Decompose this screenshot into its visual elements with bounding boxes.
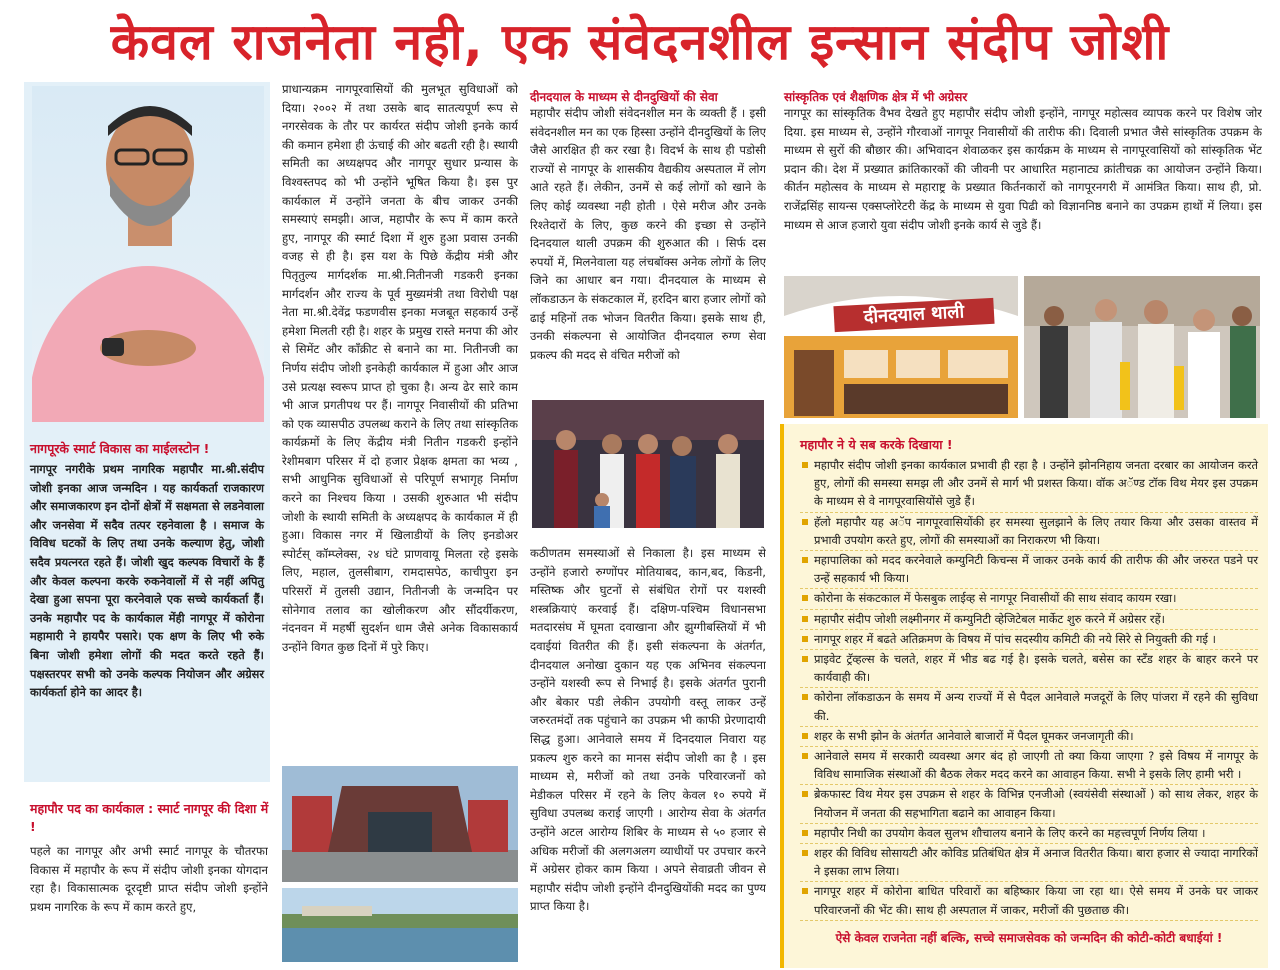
achievements-box: [780, 424, 1268, 968]
achievements-heading: महापौर ने ये सब करके दिखाया !: [800, 437, 953, 452]
column-four-text: नागपूर का सांस्कृतिक वैभव देखते हुए महापौर संदीप जोशी इन्होंने, नागपूर महोत्सव व्यापक करने पर विशेष जोर दिया. इस माध्यम से, उन्होंने गौरवाओं नागपूर निवासीयों की तारीफ की। दिवाली प्रभात जैसे सांस्कृतिक उपक्रम के माध्यम से सुरों की बौछार की। अभिवादन शेवाळकर इस कार्यक्रम के माध्यम से नागपूरवासियों को सांस्कृतिक भेंट प्रदान की। देश में प्रख्यात क्रांतिकारकों की जीवनी पर आधारित महानाट्य क्रांतीचक्र का आयोजन उन्होंने किया। कीर्तन महोत्सव के माध्यम से महाराष्ट्र के प्रख्यात किर्तनकारों को नागपूरनगरी में आमंत्रित किया। साथ ही, प्रो. राजेंद्रसिंह सायन्स एक्सप्लोरेटरी केंद्र के माध्यम से युवा पिढी को विज्ञाननिष्ठ बनाने का उपक्रम हाथों में लिया। इस माध्यम से आज हजारो युवा संदीप जोशी इनके कार्य से जुडे हैं।: [784, 106, 1262, 232]
column-one-caption: नागपूरके स्मार्ट विकास का माईलस्टोन !: [30, 441, 210, 456]
achievement-item: आनेवाले समय में सरकारी व्यवस्था अगर बंद हो जाएगी तो क्या किया जाएगा ? इसे विषय में नागपूर के विविध सामाजिक संस्थाओं की बैठक लेकर मदद करने का आवाहन किया. सभी ने इसके लिए हामी भरी ।: [800, 747, 1258, 785]
auditorium-photo: [282, 766, 518, 882]
achievement-item: महापौर संदीप जोशी लक्ष्मीनगर में कम्युनिटी व्हेजिटेबल मार्केट शुरु करने में अग्रेसर रहें।: [800, 610, 1258, 630]
achievement-item: महापौर निधी का उपयोग केवल सुलभ शौचालय बनाने के लिए करने का महत्त्वपूर्ण निर्णय लिया ।: [800, 824, 1258, 844]
column-three-text-bottom: कठीणतम समस्याओं से निकाला है। इस माध्यम से उन्होंने हजारो रुग्णोंपर मोतियाबद, कान,बद, किडनी, मस्तिष्क और घुटनों से संबंधित रोगों पर यशस्वी शस्त्रक्रियाएं करवाई हैं। दक्षिण-पश्चिम विधानसभा मतदारसंघ में घूमता दवाखाना और झुग्गीबस्तियों में भी दवाईयां वितरीत की हैं। इसी संकल्पना के अंतर्गत, दीनदयाल अनोखा दुकान यह एक अभिनव संकल्पना उन्होंने यशस्वी रूप से निभाई है। इसके अंतर्गत पुरानी और बेकार पडी लेकीन उपयोगी वस्तू लाकर उन्हें जरुरतमंदों तक पहुंचाने का उपक्रम भी काफी प्रेरणादायी सिद्ध हुआ। आनेवाले समय में दिनदयाल निवारा यह प्रकल्प शुरु करने का मानस संदीप जोशी का है । इस माध्यम से, मरीजों को तथा उनके परिवारजनों को मेडीकल परिसर में रहने के लिए केवल १० रुपये में सुविधा उपलब्ध कराई जाएगी । आरोग्य सेवा के अंतर्गत उन्होंने अटल आरोग्य शिबिर के माध्यम से ५० हजार से अधिक मरीजों की अलगअलग व्याधीयों पर उपचार करने में अग्रेसर होकर काम किया । अपने सेवाव्रती जीवन से महापौर संदीप जोशी इन्होंने दीनदुखियोंकी मदद का पुण्य प्राप्त किया है।: [530, 546, 766, 914]
achievement-item: हॅलो महापौर यह अॅप नागपूरवासियोंकी हर समस्या सुलझाने के लिए तयार किया और उसका वास्तव में प्रभावी उपयोग करते हुए, लोगों की समस्याओं का निराकरण भी किया।: [800, 513, 1258, 551]
dindayal-thali-photo: [784, 276, 1018, 418]
section-text-term: पहले का नागपूर और अभी स्मार्ट नागपूर के चौतरफा विकास में महापौर के रूप में संदीप जोशी इनका योगदान रहा है। विकासात्मक दूरदृष्टी प्राप्त संदीप जोशी इन्होंने प्रथम नागरिक के रूप में काम करते हुए,: [30, 844, 268, 914]
achievement-item: नागपूर शहर में बढते अतिक्रमण के विषय में पांच सदस्यीय कमिटी की नये सिरे से नियुक्ती की गई ।: [800, 630, 1258, 650]
lake-photo: [282, 888, 518, 962]
achievement-item: महापालिका को मदद करनेवाले कम्युनिटी किचन्स में जाकर उनके कार्य की तारीफ की और जरुरत पडने पर उन्हें सहकार्य भी किया।: [800, 551, 1258, 589]
column-one-box: [24, 82, 270, 782]
achievement-item: ब्रेकफास्ट विथ मेयर इस उपक्रम से शहर के विभिन्न एनजीओ (स्वयंसेवी संस्थाओं ) को साथ लेकर, शहर के नियोजन में जनता की सहभागिता बढाने का आवाहन किया।: [800, 785, 1258, 823]
column-two-text: प्राधान्यक्रम नागपूरवासियों की मुलभूत सुविधाओं को दिया। २००२ में तथा उसके बाद सातत्यपूर्ण रूप से नगरसेवक के तौर पर कार्यरत संदीप जोशी इनके कार्य की कमान हमेशा ही ऊंचाई की ओर बढती रही है। स्थायी समिती का अध्यक्षपद और नागपूर सुधार प्रन्यास के विश्वस्तपद को भी उन्होंने भूषित किया है। इस पुर कार्यकाल में उन्होंने जनता के बीच जाकर उनकी समस्याएं समझी। आज, महापौर के रूप में काम करते हुए, नागपूर की स्मार्ट दिशा में शुरु हुआ प्रवास उनकी वजह से ही है। इस यश के पिछे केंद्रीय मंत्री और पितृतुल्य मार्गदर्शक मा.श्री.नितीनजी गडकरी इनका मार्गदर्शन और राज्य के पूर्व मुख्यमंत्री तथा विरोधी पक्ष नेता मा.श्री.देवेंद्र फडणवीस इनका मजबूत सहकार्य उन्हें हमेशा मिलती रही है। शहर के प्रमुख रास्ते मनपा की ओर से सिमेंट और कॉंक्रीट से बनाने का मा. नितीनजी का निर्णय संदीप जोशी इनकेही कार्यकाल में हुआ और आज उसे प्रत्यक्ष स्वरूप प्राप्त हो चुका है। अन्य ढेर सारे काम भी आज प्रगतीपथ पर हैं। नागपूर निवासीयों की प्रतिभा को एक व्यासपीठ उपलब्ध कराने के लिए तथा सांस्कृतिक कार्यक्रमों के लिए केंद्रीय मंत्री नितीन गडकरी इन्होंने रेशीमबाग परिसर में दो हजार प्रेक्षक क्षमता का भव्य , सभी आधुनिक सुविधाओं से परिपूर्ण सभागृह निर्माण करने का निश्चय किया । उसकी शुरुआत भी संदीप जोशी के स्थायी समिती के अध्यक्षपद के कार्यकाल में ही हुआ। विकास नगर में खिलाडीयों के लिए इनडोअर स्पोर्टस् कॉम्प्लेक्स, २४ घंटे प्राणवायू मिलता रहे इसके लिए, महाल, तुलसीबाग, रामदासपेठ, काचीपुरा इन परिसरों में तुलसी उद्यान, नितीनजी के जन्मदिन पर सोनेगाव तलाव का खोलीकरण और सौंदर्यीकरण, नंदनवन में महर्षी सुदर्शन धाम जैसे अनेक विकासकार्य उन्होंने विगत कुछ दिनों में पुरे किए।: [282, 82, 518, 654]
achievement-item: कोरोना के संकटकाल में फेसबुक लाईव्ह से नागपूर निवासीयों की साथ संवाद कायम रखा।: [800, 589, 1258, 609]
section-heading-term: महापौर पद का कार्यकाल : स्मार्ट नागपूर की दिशा में !: [30, 801, 269, 834]
achievements-list: [800, 456, 1258, 921]
achievement-item: कोरोना लॉकडाऊन के समय में अन्य राज्यों में से पैदल आनेवाले मजदूरों के लिए पांजरा में रहने की सुविधा की.: [800, 688, 1258, 726]
event-photo: [532, 400, 764, 528]
column-one-intro: नागपूर नगरीके प्रथम नागरिक महापौर मा.श्री.संदीप जोशी इनका आज जन्मदिन । यह कार्यकर्ता राजकारण और समाजकारण इन दोनों क्षेत्रों में सक्षमता से लडनेवाला और जनसेवा में सदैव तत्पर रहनेवाला है । समाज के विविध घटकों के लिए तथा उनके कल्याण हेतु, जोशी सदैव प्रयत्नरत रहते हैं। जोशी खुद कल्पक विचारों के हैं और केवल कल्पना करके रुकनेवालों में से नहीं अपितु देखा हुआ सपना पूरा करनेवाले एक सच्चे कार्यकर्ता हैं। उनके महापौर पद के कार्यकाल मेंही नागपूर में कोरोना महामारी ने हायपैर पसारे। एक क्षण के लिए भी रुके बिना जोशी हमेशा लोगों की मदत करते रहते हैं। पक्षस्तरपर सभी को उनके कल्पक नियोजन और अग्रेसर कार्यकर्ता होने का आदर है।: [30, 462, 264, 700]
column-three-heading: दीनदयाल के माध्यम से दीनदुखियों की सेवा: [530, 90, 718, 104]
achievement-item: महापौर संदीप जोशी इनका कार्यकाल प्रभावी ही रहा है । उन्होंने झोननिहाय जनता दरबार का आयोजन करते हुए, लोगों की समस्या समझ ली और उनमें से मार्ग भी प्रशस्त किया। वॉक अॅण्ड टॉक विथ मेयर इस उपक्रम के माध्यम से वे नागपूरवासियोंसे जुडे हैं।: [800, 456, 1258, 513]
closing-greeting: ऐसे केवल राजनेता नहीं बल्कि, सच्चे समाजसेवक को जन्मदिन की कोटी-कोटी बधाईयां !: [835, 930, 1223, 945]
column-four-heading: सांस्कृतिक एवं शैक्षणिक क्षेत्र में भी अग्रेसर: [784, 90, 968, 104]
dignitaries-photo: [1024, 276, 1260, 418]
achievement-item: नागपूर शहर में कोरोना बाधित परिवारों का बहिष्कार किया जा रहा था। ऐसे समय में उनके घर जाकर परिवारजनों की भेंट की। साथ ही अस्पताल में जाकर, मरीजों की पुछताछ की।: [800, 882, 1258, 920]
headline: केवल राजनेता नही, एक संवेदनशील इन्सान संदीप जोशी: [110, 13, 1170, 71]
shop-sign-text: दीनदयाल थाली: [833, 298, 994, 332]
achievement-item: शहर की विविध सोसायटी और कोविड प्रतिबंधित क्षेत्र में अनाज वितरीत किया। बारा हजार से ज्यादा नागरिकों ने इसका लाभ लिया।: [800, 844, 1258, 882]
achievement-item: शहर के सभी झोन के अंतर्गत आनेवाले बाजारों में पैदल घूमकर जनजागृती की।: [800, 727, 1258, 747]
achievement-item: प्राइवेट ट्रॅव्हल्स के चलते, शहर में भीड बढ गई है। इसके चलते, बसेस का स्टॅंड शहर के बाहर करने पर कार्यवाही की।: [800, 650, 1258, 688]
column-three-text-top: महापौर संदीप जोशी संवेदनशील मन के व्यक्ती हैं । इसी संवेदनशील मन का एक हिस्सा उन्होंने दीनदुखियों के लिए जैसे आरक्षित ही कर रखा है। विदर्भ के साथ ही पडोसी राज्यों से नागपूर के शासकीय वैद्यकीय अस्पताल में लोग आते रहते हैं। लेकीन, उनमें से कई लोगों को खाने के लिए कोई व्यवस्था नही होती । ऐसे मरीज और उनके रिश्तेदारों के लिए, कुछ करने की इच्छा से उन्होंने दिनदयाल थाली उपक्रम की शुरुआत की । सिर्फ दस रुपयों में, मिलनेवाला यह लंचबॉक्स अनेक लोगों के लिए जिने का आधार बन गया। दीनदयाल के माध्यम से लॉकडाऊन के संकटकाल में, हरदिन बारा हजार लोगों को ढाई महिनों तक भोजन वितरीत किया। इसके साथ ही, उनकी संकल्पना से आयोजित दीनदयाल रुग्ण सेवा प्रकल्प की मदद से वंचित मरीजों को: [530, 106, 766, 362]
portrait-photo: [32, 86, 264, 422]
